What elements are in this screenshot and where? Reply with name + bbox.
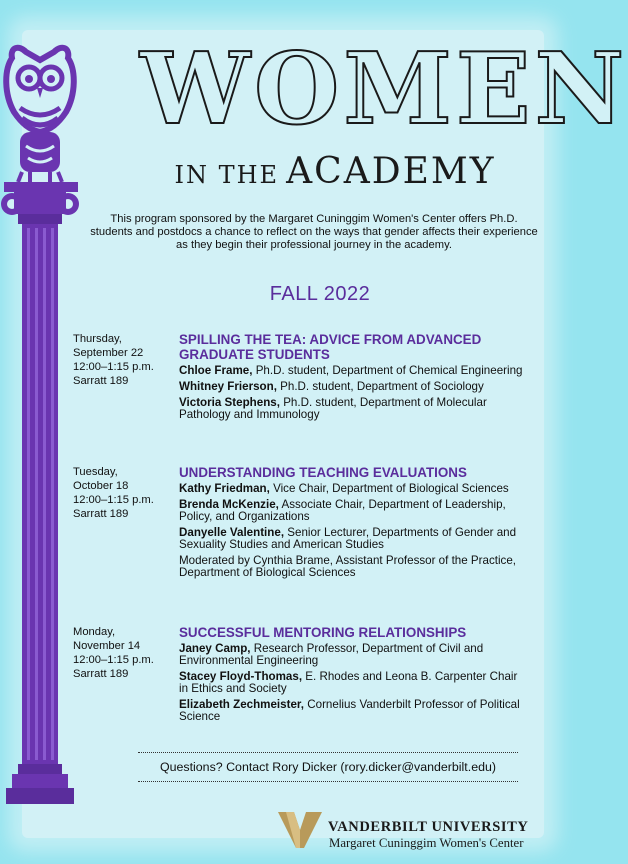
event-details — [179, 625, 529, 727]
contact-line: Questions? Contact Rory Dicker (rory.dicker@vanderbilt.edu) — [138, 752, 518, 782]
event-time: 12:00–1:15 p.m. — [73, 494, 154, 506]
title-academy: ACADEMY — [286, 151, 496, 192]
center-name: Margaret Cuninggim Women's Center — [329, 836, 524, 850]
event-time: 12:00–1:15 p.m. — [73, 361, 154, 373]
speaker — [179, 699, 529, 723]
event-location: Sarratt 189 — [73, 508, 129, 520]
speaker-name: Chloe Frame, — [179, 364, 253, 377]
speaker-role: Research Professor, Department of Civil and Environmental Engineering — [179, 642, 484, 667]
speaker-name: Elizabeth Zechmeister, — [179, 698, 305, 711]
event-location: Sarratt 189 — [73, 375, 129, 387]
event-day: Thursday, — [73, 333, 122, 345]
title-subtitle — [150, 152, 520, 198]
event-date: October 18 — [73, 480, 129, 492]
event-when — [73, 332, 173, 388]
speaker — [179, 381, 529, 393]
event-day: Monday, — [73, 626, 116, 638]
speaker-role: E. Rhodes and Leona B. Carpenter Chair in Ethics and Society — [179, 670, 518, 695]
speaker — [179, 365, 529, 377]
moderator: Moderated by Cynthia Brame, Assistant Professor of the Practice, Department of Biological Sciences — [179, 554, 517, 579]
event-day: Tuesday, — [73, 466, 118, 478]
speaker-name: Whitney Frierson, — [179, 380, 277, 393]
event-date: September 22 — [73, 347, 144, 359]
event-when — [73, 465, 173, 521]
speaker-role: Cornelius Vanderbilt Professor of Political Science — [179, 698, 520, 723]
speaker-name: Janey Camp, — [179, 642, 251, 655]
event-title: SPILLING THE TEA: ADVICE FROM ADVANCED GRADUATE STUDENTS — [179, 332, 482, 362]
speaker-role: Senior Lecturer, Departments of Gender and Sexuality Studies and American Studies — [179, 526, 517, 551]
speaker-name: Victoria Stephens, — [179, 396, 280, 409]
owl-icon — [6, 48, 74, 182]
event-details — [179, 332, 529, 425]
speaker — [179, 643, 529, 667]
event-when — [73, 625, 173, 681]
speaker-role: Ph.D. student, Department of Molecular Pathology and Immunology — [179, 396, 487, 421]
event-location: Sarratt 189 — [73, 668, 129, 680]
speaker-name: Brenda McKenzie, — [179, 498, 279, 511]
speaker-name: Stacey Floyd-Thomas, — [179, 670, 303, 683]
university-name: VANDERBILT UNIVERSITY — [328, 819, 529, 835]
title-in-the: IN THE — [174, 161, 280, 189]
vanderbilt-v-logo-icon — [276, 810, 324, 850]
event-title: SUCCESSFUL MENTORING RELATIONSHIPS — [179, 625, 467, 640]
event-details — [179, 465, 529, 583]
event-title: UNDERSTANDING TEACHING EVALUATIONS — [179, 465, 467, 480]
speaker — [179, 671, 529, 695]
speaker — [179, 527, 529, 551]
term-heading: FALL 2022 — [269, 283, 371, 305]
owl-column-illustration — [0, 0, 120, 864]
event-time: 12:00–1:15 p.m. — [73, 654, 154, 666]
speaker — [179, 483, 529, 495]
speaker — [179, 397, 529, 421]
speaker-name: Danyelle Valentine, — [179, 526, 285, 539]
intro-text: This program sponsored by the Margaret Cuninggim Women's Center offers Ph.D. students and postdocs a chance to reflect on the ways that gender affects their experience as they begin their professional journey in the academy. — [90, 213, 538, 251]
speaker-role: Ph.D. student, Department of Sociology — [280, 380, 484, 393]
speaker — [179, 499, 529, 523]
speaker-role: Associate Chair, Department of Leadership, Policy, and Organizations — [179, 498, 506, 523]
speaker-role: Vice Chair, Department of Biological Sciences — [273, 482, 509, 495]
speaker-name: Kathy Friedman, — [179, 482, 270, 495]
event-date: November 14 — [73, 640, 141, 652]
title-women: WOMEN — [140, 32, 628, 147]
speaker-role: Ph.D. student, Department of Chemical Engineering — [255, 364, 523, 377]
